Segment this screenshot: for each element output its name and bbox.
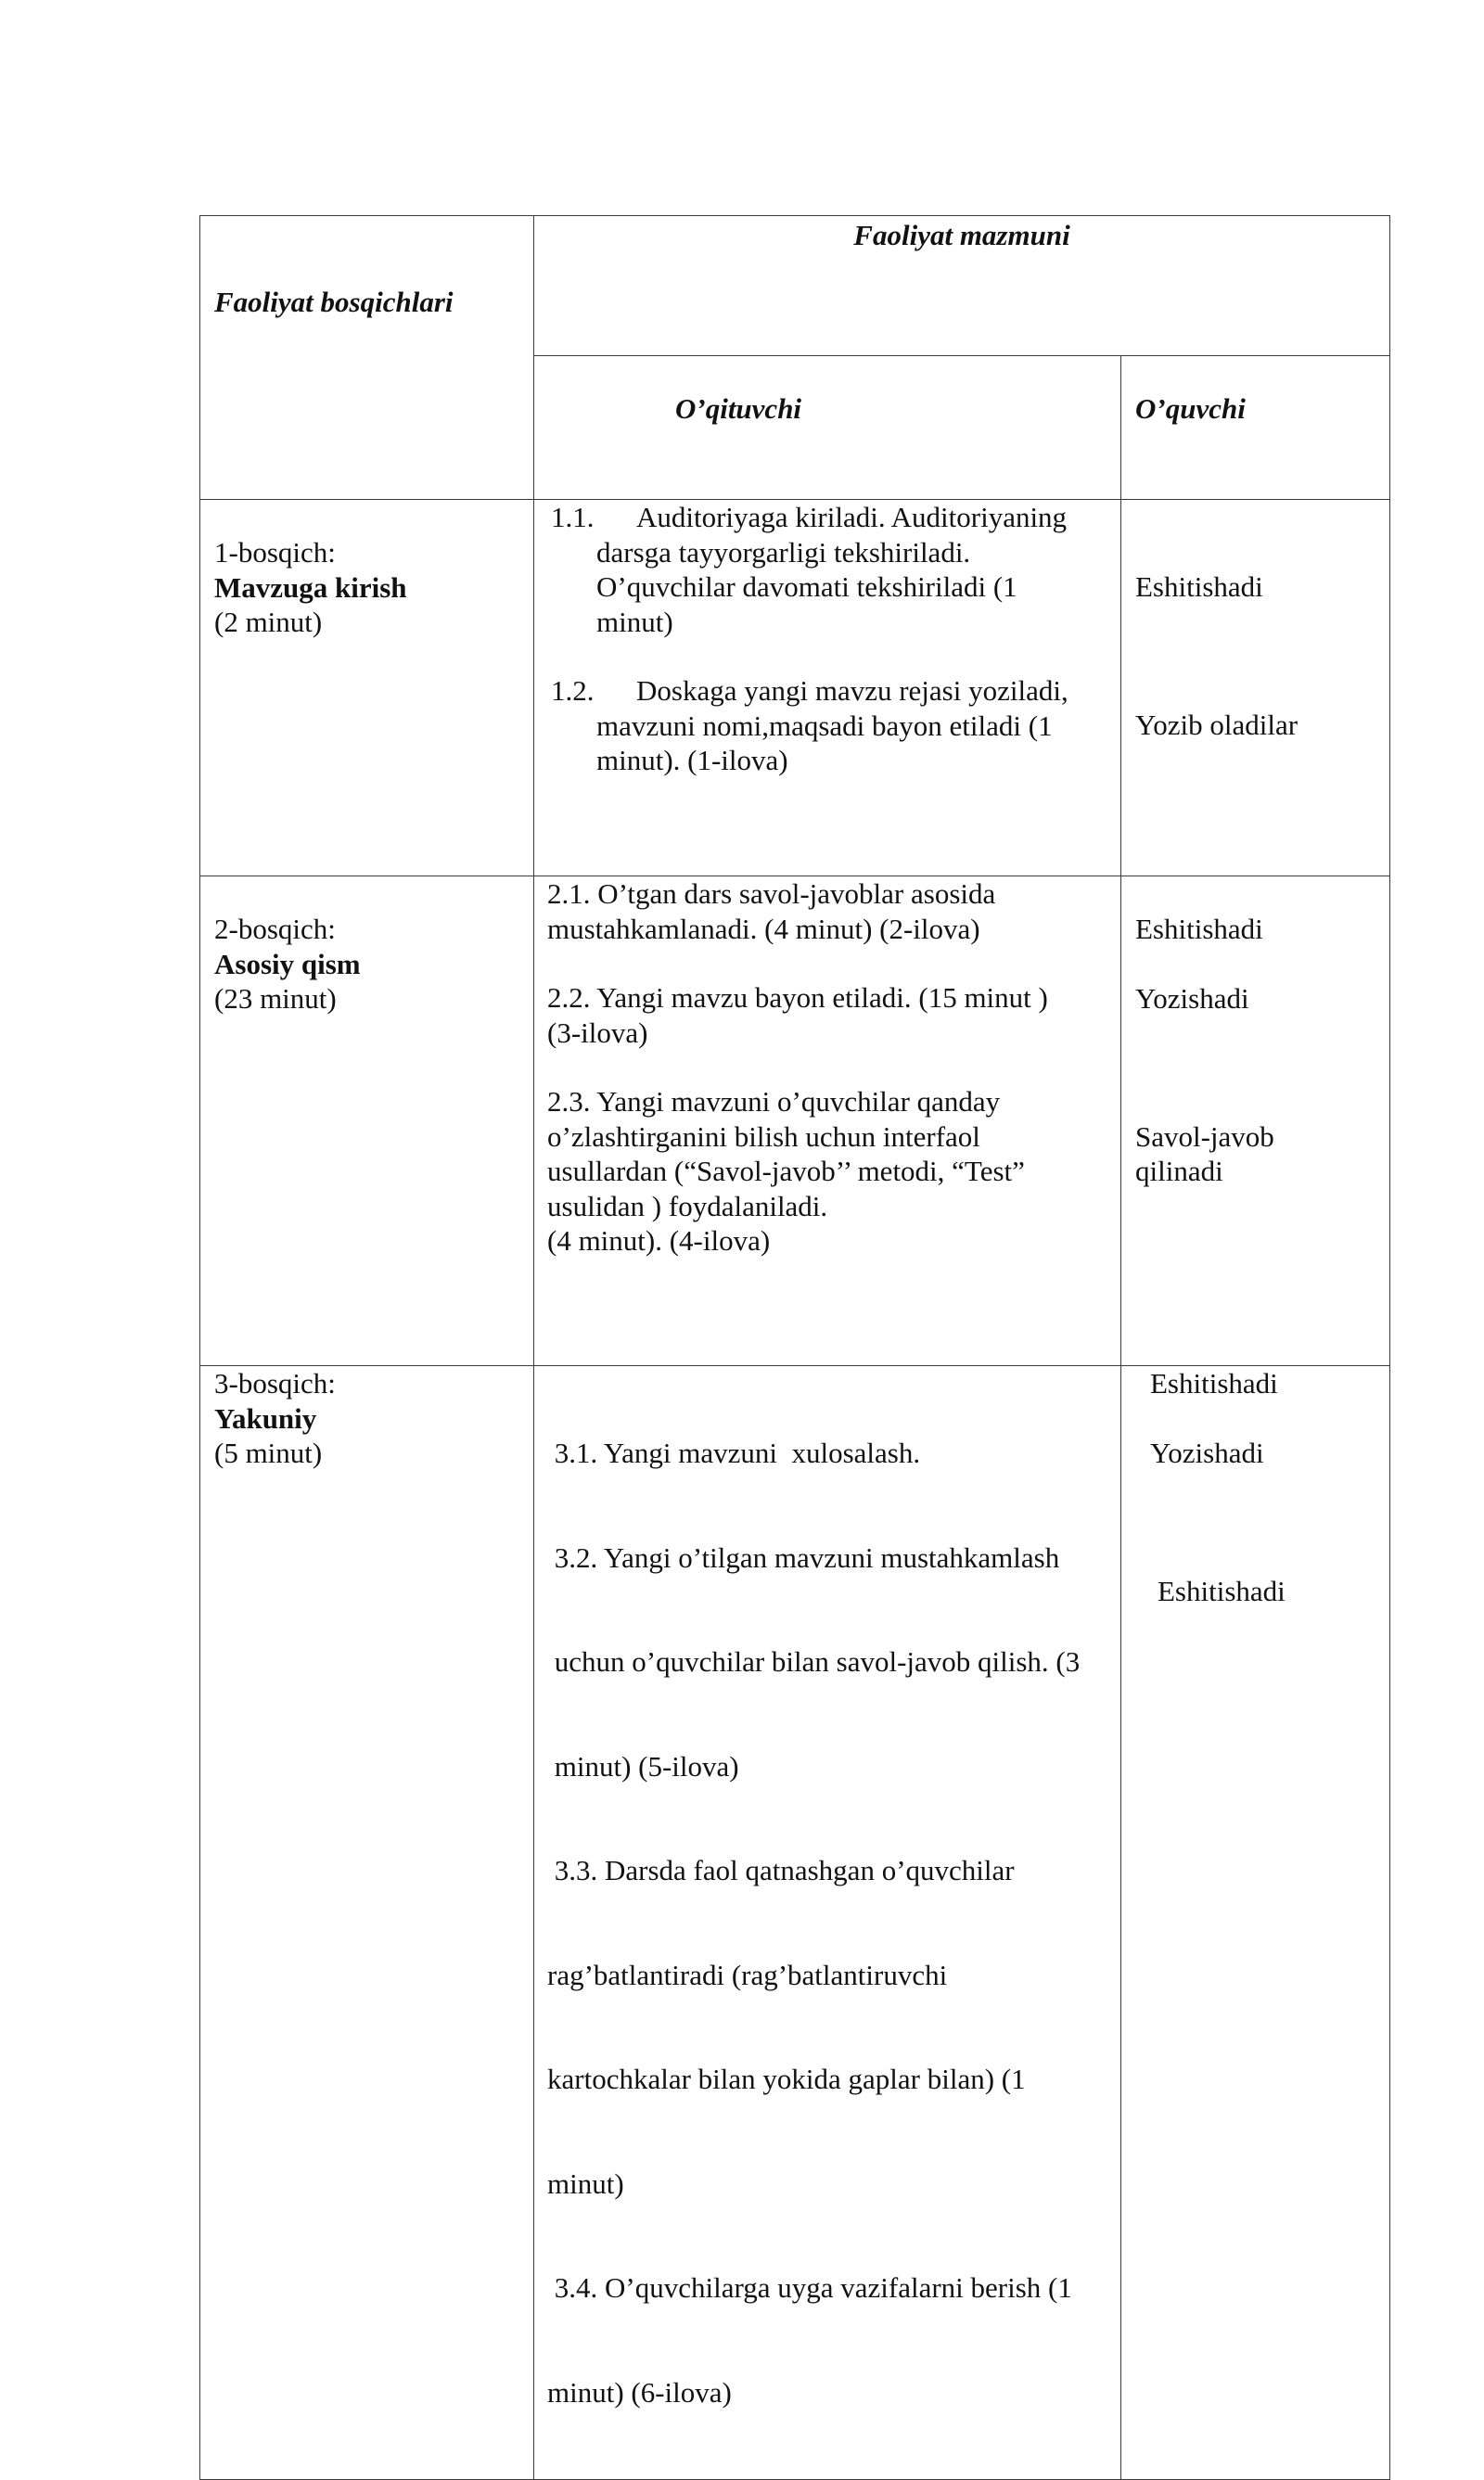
header-teacher-label: O’qituvchi bbox=[675, 392, 802, 426]
table-row bbox=[200, 1366, 1390, 2480]
stage-name: Yakuniy bbox=[214, 1401, 317, 1435]
header-student-cell bbox=[1121, 356, 1390, 500]
student-action: Eshitishadi bbox=[1135, 570, 1263, 603]
header-stages-label: Faoliyat bosqichlari bbox=[214, 286, 454, 318]
list-item: 3.1. Yangi mavzuni xulosalash. 3.2. Yangi o’tilgan mavzuni mustahkamlash uchun o’quvchilar bilan savol-javob qilish. (3 minut) (5-ilova) 3.3. Darsda faol qatnashgan o’quvchilar rag’batlantiradi (rag’batlantiruvchi kartochkalar bilan yokida gaplar bilan) (1 minut) 3.4. O’quvchilarga uyga vazifalarni berish (1 minut) (6-ilova) bbox=[547, 1437, 1081, 2409]
stage-cell bbox=[200, 500, 534, 876]
student-action: Savol-javob bbox=[1135, 1120, 1274, 1153]
lesson-plan-table bbox=[199, 215, 1390, 2480]
stage-number: 1-bosqich: bbox=[214, 536, 336, 569]
table-row bbox=[200, 500, 1390, 876]
student-action: Eshitishadi bbox=[1135, 913, 1263, 945]
header-teacher-cell bbox=[534, 356, 1121, 500]
student-action: qilinadi bbox=[1135, 1155, 1223, 1187]
list-item: 2.1. O’tgan dars savol-javoblar asosida mustahkamlanadi. (4 minut) (2-ilova) bbox=[547, 877, 996, 945]
stage-time: (5 minut) bbox=[214, 1437, 323, 1469]
table-row bbox=[200, 876, 1390, 1366]
list-item: 2.3. Yangi mavzuni o’quvchilar qanday o’zlashtirganini bilish uchun interfaol usullardan (“Savol-javob’’ metodi, “Test” usulidan ) foydalaniladi. (4 minut). (4-ilova) bbox=[547, 1085, 1025, 1257]
student-action: Yozib oladilar bbox=[1135, 709, 1298, 741]
stage-number: 2-bosqich: bbox=[214, 913, 336, 945]
stage-time: (23 minut) bbox=[214, 982, 337, 1015]
student-action: Eshitishadi bbox=[1150, 1367, 1278, 1400]
stage-name: Mavzuga kirish bbox=[214, 570, 407, 604]
stage-time: (2 minut) bbox=[214, 606, 323, 638]
student-action: Yozishadi bbox=[1150, 1437, 1264, 1469]
list-item: 2.2. Yangi mavzu bayon etiladi. (15 minut ) (3-ilova) bbox=[547, 981, 1048, 1049]
student-action: Yozishadi bbox=[1135, 982, 1249, 1015]
stage-cell bbox=[200, 876, 534, 1366]
student-cell bbox=[1121, 500, 1390, 876]
header-stages-cell bbox=[200, 216, 534, 500]
list-item: 1.1. Auditoriyaga kiriladi. Auditoriyaning darsga tayyorgarligi tekshiriladi. O’quvchilar davomati tekshiriladi (1 minut) bbox=[551, 501, 1068, 638]
list-item: 1.2. Doskaga yangi mavzu rejasi yoziladi, mavzuni nomi,maqsadi bayon etiladi (1 minut). (1-ilova) bbox=[551, 674, 1068, 776]
teacher-cell bbox=[534, 1366, 1121, 2480]
teacher-cell bbox=[534, 876, 1121, 1366]
student-action: Eshitishadi bbox=[1158, 1575, 1286, 1607]
stage-name: Asosiy qism bbox=[214, 947, 361, 980]
stage-number: 3-bosqich: bbox=[214, 1367, 336, 1400]
teacher-cell bbox=[534, 500, 1121, 876]
student-cell bbox=[1121, 876, 1390, 1366]
header-student-label: O’quvchi bbox=[1135, 392, 1246, 426]
stage-cell bbox=[200, 1366, 534, 2480]
student-cell bbox=[1121, 1366, 1390, 2480]
header-content-label: Faoliyat mazmuni bbox=[853, 219, 1070, 251]
header-content-cell bbox=[534, 216, 1390, 356]
